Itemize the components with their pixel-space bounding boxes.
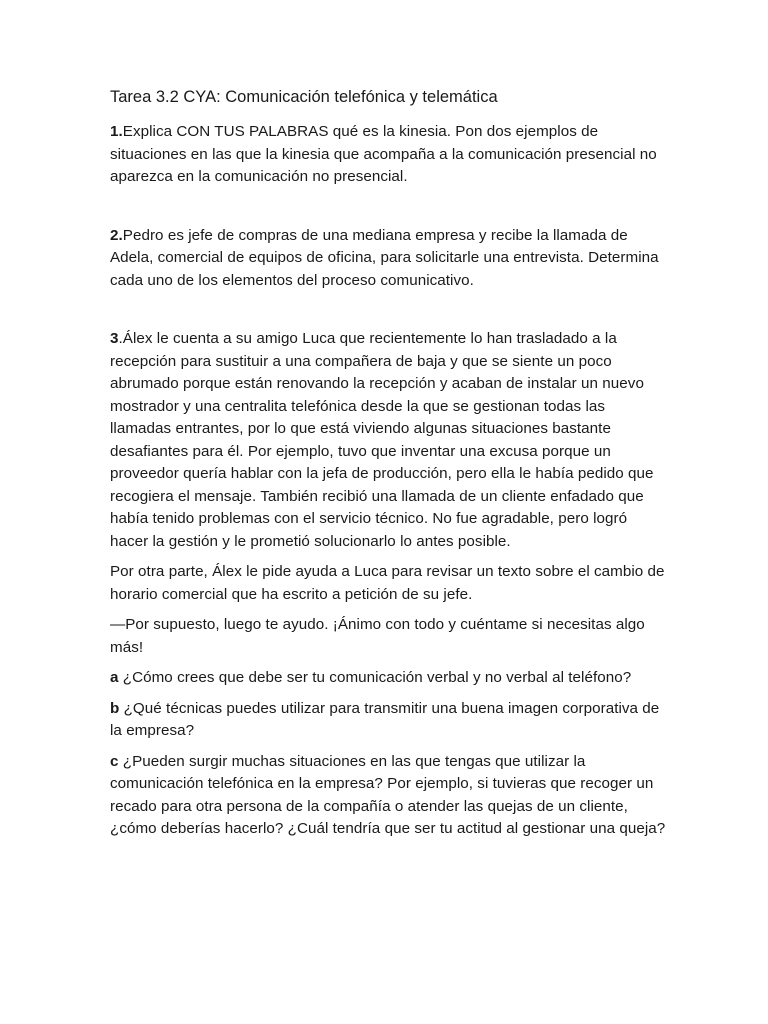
question-3-number: 3 (110, 330, 119, 347)
question-2-text: Pedro es jefe de compras de una mediana empresa y recibe la llamada de Adela, comercial de equipos de oficina, para solicitarle una entrevista. Determina cada uno de los elementos del proceso comunicativo. (110, 226, 659, 289)
question-1-text: Explica CON TUS PALABRAS qué es la kinesia. Pon dos ejemplos de situaciones en las que la kinesia que acompaña a la comunicación presencial no aparezca en la comunicación no presencial. (110, 123, 657, 185)
sub-question-b-letter: b (110, 699, 120, 717)
question-3-text: .Álex le cuenta a su amigo Luca que recientemente lo han trasladado a la recepción para sustituir a una compañera de baja y que se siente un poco abrumado porque están renovando la recepción y acaban de instalar un nuevo mostrador y una centralita telefónica desde la que se gestionan todas las llamadas entrantes, por lo que está viviendo algunas situaciones bastante desafiantes para él. Por ejemplo, tuvo que inventar una excusa porque un proveedor quería hablar con la jefa de producción, pero ella le había pedido que recogiera el mensaje. También recibió una llamada de un cliente enfadado que había tenido problemas con el servicio técnico. No fue agradable, pero logró hacer la gestión y le prometió solucionarlo lo antes posible. (110, 330, 654, 550)
question-3 (110, 328, 666, 553)
sub-question-c-text: ¿Pueden surgir muchas situaciones en las que tengas que utilizar la comunicación telefónica en la empresa? Por ejemplo, si tuvieras que recoger un recado para otra persona de la compañía o atender las quejas de un cliente, ¿cómo deberías hacerlo? ¿Cuál tendría que ser tu actitud al gestionar una queja? (110, 752, 666, 837)
sub-question-a-letter: a (110, 669, 119, 686)
sub-question-a-text: ¿Cómo crees que debe ser tu comunicación verbal y no verbal al teléfono? (118, 669, 632, 686)
sub-question-a (110, 667, 666, 690)
sub-question-c-letter: c (110, 752, 119, 770)
sub-question-b-text: ¿Qué técnicas puedes utilizar para transmitir una buena imagen corporativa de la empresa? (110, 699, 660, 739)
question-1-number: 1. (110, 123, 123, 140)
question-2-number: 2. (110, 226, 123, 244)
document-title: Tarea 3.2 CYA: Comunicación telefónica y telemática (110, 88, 498, 106)
sub-question-c (110, 751, 666, 841)
question-1 (110, 121, 666, 189)
document-page (110, 86, 666, 849)
paragraph-2: Por otra parte, Álex le pide ayuda a Luca para revisar un texto sobre el cambio de horario comercial que ha escrito a petición de su jefe. (110, 563, 665, 603)
sub-question-b (110, 698, 666, 743)
question-2 (110, 225, 666, 293)
dialogue-line: —Por supuesto, luego te ayudo. ¡Ánimo con todo y cuéntame si necesitas algo más! (110, 616, 645, 656)
